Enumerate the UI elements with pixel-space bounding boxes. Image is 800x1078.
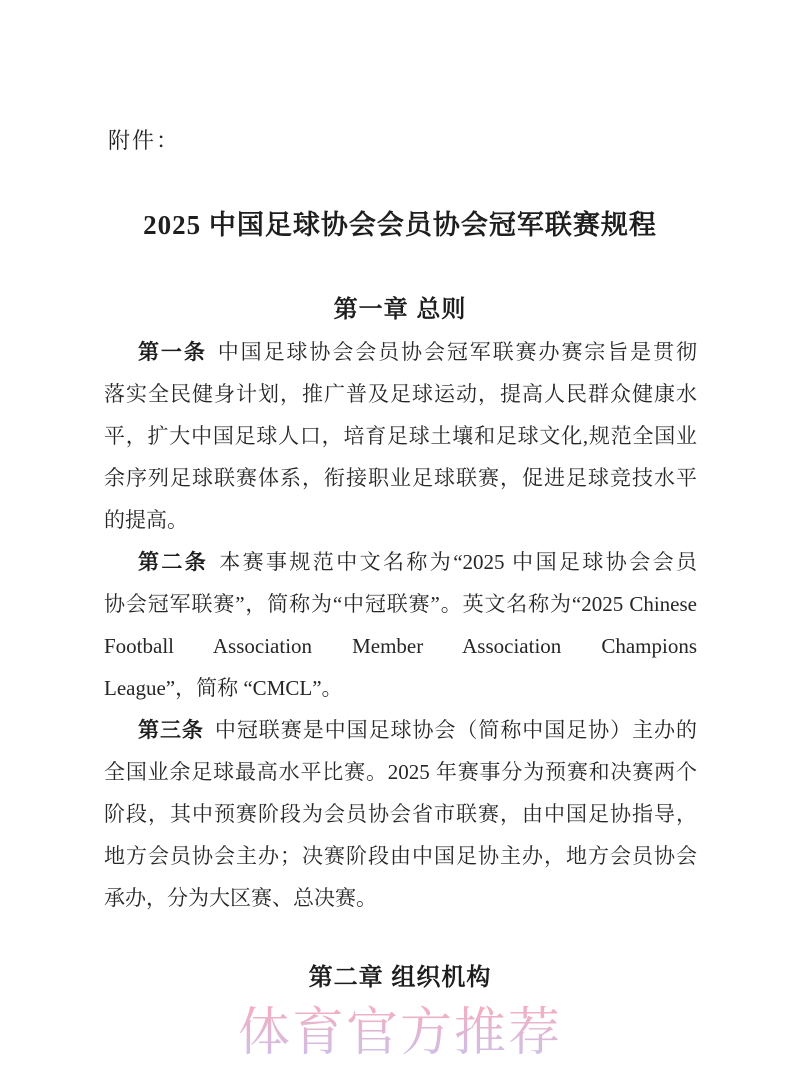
paragraph-line: 的提高。: [104, 508, 188, 532]
article-paragraph-2: [104, 541, 697, 709]
paragraph-line: 协会冠军联赛”，简称为“中冠联赛”。英文名称为“2025 Chinese: [104, 592, 697, 616]
attachment-label: 附件：: [108, 128, 181, 153]
watermark-text: 体育官方推荐: [0, 1002, 800, 1066]
paragraph-line: 承办，分为大区赛、总决赛。: [104, 886, 377, 910]
chapter-heading-1: 第一章 总则: [333, 296, 467, 323]
paragraph-line: Football Association Member Association Champions: [104, 634, 697, 658]
paragraph-line: 阶段，其中预赛阶段为会员协会省市联赛，由中国足协指导，: [104, 802, 697, 826]
article-term: 第二条: [138, 550, 209, 574]
paragraph-line: [104, 709, 697, 751]
paragraph-line: [104, 541, 697, 583]
paragraph-text: 中国足球协会会员协会冠军联赛办赛宗旨是贯彻: [217, 340, 698, 364]
chapter-heading-2: 第二章 组织机构: [308, 964, 492, 991]
article-paragraph-1: [104, 331, 697, 541]
article-term: 第一条: [138, 340, 207, 364]
paragraph-text: 中冠联赛是中国足球协会（简称中国足协）主办的: [214, 718, 697, 742]
article-paragraph-3: [104, 709, 697, 919]
paragraph-line: League”，简称 “CMCL”。: [104, 676, 343, 700]
paragraph-line: 全国业余足球最高水平比赛。2025 年赛事分为预赛和决赛两个: [104, 760, 697, 784]
paragraph-line: 落实全民健身计划，推广普及足球运动，提高人民群众健康水: [104, 382, 697, 406]
document-title: 2025 中国足球协会会员协会冠军联赛规程: [143, 210, 657, 240]
paragraph-text: 本赛事规范中文名称为“2025 中国足球协会会员: [219, 550, 697, 574]
paragraph-line: 地方会员协会主办；决赛阶段由中国足协主办，地方会员协会: [104, 844, 697, 868]
paragraph-line: [104, 331, 697, 373]
paragraph-line: 余序列足球联赛体系，衔接职业足球联赛，促进足球竞技水平: [104, 466, 697, 490]
paragraph-line: 平，扩大中国足球人口，培育足球土壤和足球文化,规范全国业: [104, 424, 697, 448]
article-term: 第三条: [138, 718, 204, 742]
document-body: [104, 331, 697, 919]
